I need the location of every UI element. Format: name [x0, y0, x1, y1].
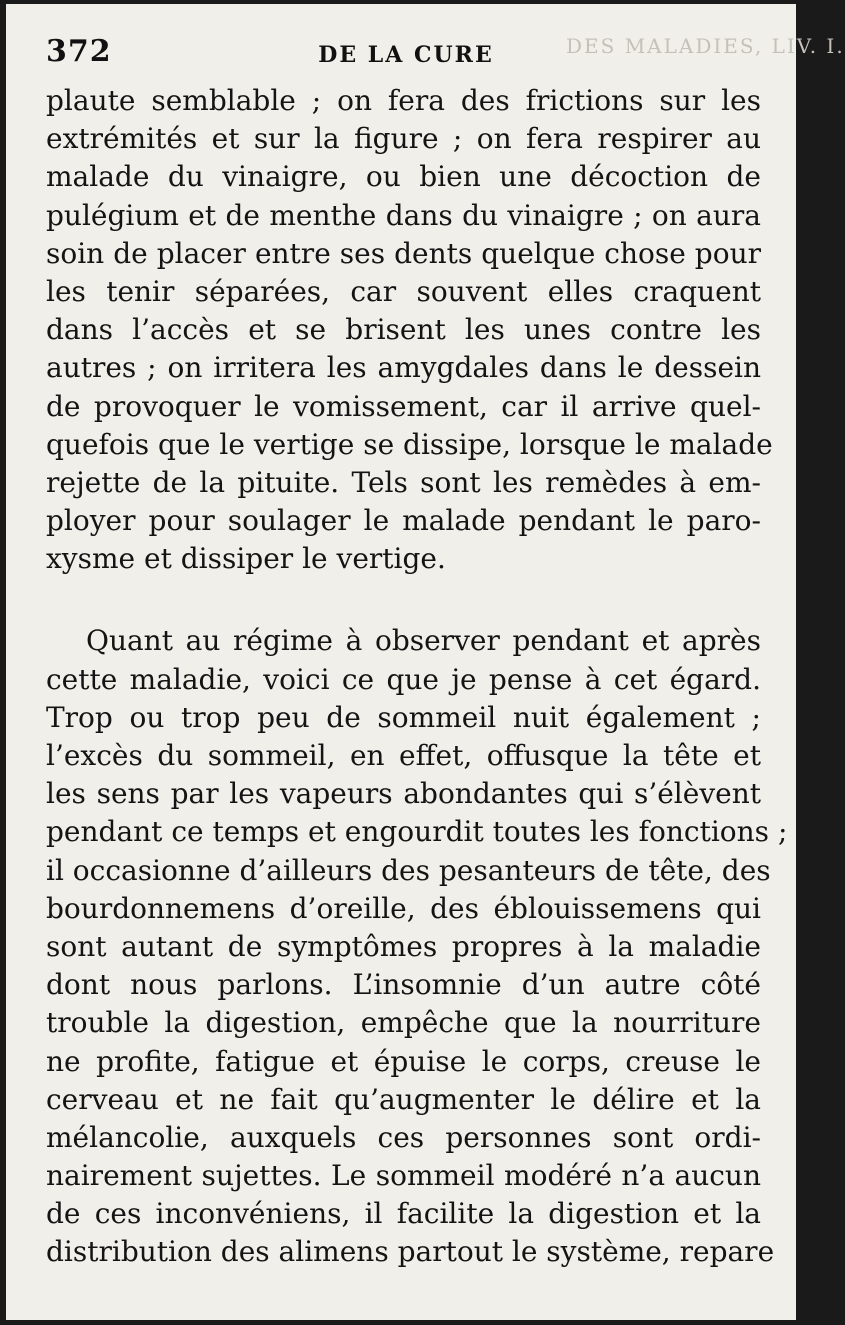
text-line: dans l’accès et se brisent les unes contre les: [46, 313, 761, 347]
paragraph-gap: [46, 578, 761, 622]
text-line: Quant au régime à observer pendant et après: [86, 624, 761, 658]
text-line: de ces inconvéniens, il facilite la digestion et la: [46, 1197, 761, 1231]
text-line: ployer pour soulager le malade pendant le paro-: [46, 504, 761, 538]
text-line: cerveau et ne fait qu’augmenter le délire et la: [46, 1082, 761, 1116]
text-line: quefois que le vertige se dissipe, lorsque le malade: [46, 427, 773, 461]
page-number: 372: [46, 34, 112, 69]
body-text: [46, 82, 788, 1272]
text-line: extrémités et sur la figure ; on fera respirer au: [46, 122, 761, 156]
text-line: xysme et dissiper le vertige.: [46, 542, 446, 576]
text-line: ne profite, fatigue et épuise le corps, creuse le: [46, 1044, 761, 1078]
text-line: malade du vinaigre, ou bien une décoction de: [46, 160, 761, 194]
text-line: cette maladie, voici ce que je pense à cet égard.: [46, 662, 761, 696]
text-line: sont autant de symptômes propres à la maladie: [46, 929, 761, 963]
paragraph-1: [46, 82, 773, 578]
text-line: pendant ce temps et engourdit toutes les fonctions ;: [46, 815, 788, 849]
text-line: l’excès du sommeil, en effet, offusque la tête et: [46, 739, 761, 772]
text-line: les tenir séparées, car souvent elles craquent: [46, 274, 761, 308]
book-page: [6, 4, 845, 1320]
text-line: rejette de la pituite. Tels sont les remèdes à em-: [46, 465, 761, 499]
text-line: pulégium et de menthe dans du vinaigre ; on aura: [46, 198, 761, 232]
text-line: nairement sujettes. Le sommeil modéré n’a aucun: [46, 1159, 761, 1193]
text-line: Trop ou trop peu de sommeil nuit également ;: [46, 700, 761, 734]
text-line: bourdonnemens d’oreille, des éblouissemens qui: [46, 891, 761, 925]
text-line: dont nous parlons. L’insomnie d’un autre côté: [46, 968, 761, 1002]
paragraph-2: [46, 622, 788, 1271]
text-line: il occasionne d’ailleurs des pesanteurs de tête, des: [46, 853, 771, 887]
running-head: DE LA CURE: [318, 42, 494, 68]
page-header: [46, 34, 766, 74]
text-line: plaute semblable ; on fera des frictions sur les: [46, 84, 761, 117]
text-line: les sens par les vapeurs abondantes qui s’élèvent: [46, 777, 761, 811]
text-line: soin de placer entre ses dents quelque chose pour: [46, 236, 761, 270]
text-line: mélancolie, auxquels ces personnes sont ordi-: [46, 1120, 761, 1154]
text-line: autres ; on irritera les amygdales dans le dessein: [46, 351, 761, 385]
bleed-through-text: DES MALADIES, LIV. I.: [566, 34, 845, 58]
text-line: distribution des alimens partout le système, repare: [46, 1235, 775, 1269]
text-line: de provoquer le vomissement, car il arrive quel-: [46, 389, 761, 423]
text-line: trouble la digestion, empêche que la nourriture: [46, 1006, 761, 1040]
